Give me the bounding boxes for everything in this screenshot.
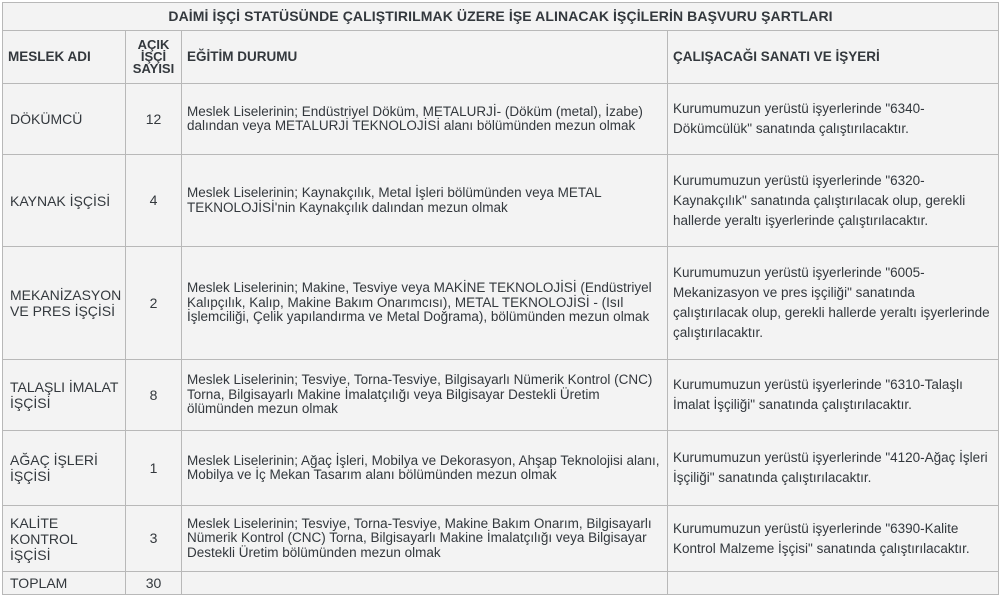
isyeri-cell: Kurumumuzun yerüstü işyerlerinde "6340-Dökümcülük" sanatında çalıştırılacaktır.: [668, 84, 999, 155]
header-row: [3, 31, 999, 84]
count-cell: 8: [126, 360, 182, 431]
meslek-cell: KAYNAK İŞÇİSİ: [3, 155, 126, 247]
egitim-cell: Meslek Liselerinin; Kaynakçılık, Metal İşleri bölümünden veya METAL TEKNOLOJİSİ'nin Kaynakçılık dalından mezun olmak: [182, 155, 668, 247]
header-acik-isci-sayisi: AÇIK İŞÇİ SAYISI: [126, 31, 182, 84]
count-cell: 4: [126, 155, 182, 247]
meslek-cell: AĞAÇ İŞLERİ İŞÇİSİ: [3, 431, 126, 506]
table-row: [3, 360, 999, 431]
total-empty-cell: [668, 572, 999, 595]
header-egitim-durumu: EĞİTİM DURUMU: [182, 31, 668, 84]
isyeri-cell: Kurumumuzun yerüstü işyerlerinde "6320-Kaynakçılık" sanatında çalıştırılacak olup, gerekli hallerde yeraltı işyerlerinde çalıştırılacaktır.: [668, 155, 999, 247]
total-label: TOPLAM: [3, 572, 126, 595]
isyeri-cell: Kurumumuzun yerüstü işyerlerinde "4120-Ağaç İşleri İşçiliği" sanatında çalıştırılacaktır.: [668, 431, 999, 506]
header-calisacagi-sanati: ÇALIŞACAĞI SANATI VE İŞYERİ: [668, 31, 999, 84]
count-cell: 3: [126, 506, 182, 572]
total-value: 30: [126, 572, 182, 595]
meslek-cell: MEKANİZASYON VE PRES İŞÇİSİ: [3, 247, 126, 360]
meslek-cell: KALİTE KONTROL İŞÇİSİ: [3, 506, 126, 572]
header-meslek-adi: MESLEK ADI: [3, 31, 126, 84]
isyeri-cell: Kurumumuzun yerüstü işyerlerinde "6390-Kalite Kontrol Malzeme İşçisi" sanatında çalıştırılacaktır.: [668, 506, 999, 572]
isyeri-cell: Kurumumuzun yerüstü işyerlerinde "6310-Talaşlı İmalat İşçiliği" sanatında çalıştırılacaktır.: [668, 360, 999, 431]
meslek-cell: DÖKÜMCÜ: [3, 84, 126, 155]
egitim-cell: Meslek Liselerinin; Tesviye, Torna-Tesviye, Makine Bakım Onarım, Bilgisayarlı Nümerik Kontrol (CNC) Torna, Bilgisayarlı Makine İmalatçılığı veya Bilgisayar Destekli Üretim bölümünden mezun olmak: [182, 506, 668, 572]
egitim-cell: Meslek Liselerinin; Endüstriyel Döküm, METALURJİ- (Döküm (metal), İzabe) dalından veya METALURJİ TEKNOLOJİSİ alanı bölümünden mezun olmak: [182, 84, 668, 155]
egitim-cell: Meslek Liselerinin; Tesviye, Torna-Tesviye, Bilgisayarlı Nümerik Kontrol (CNC) Torna, Bilgisayarlı Makine İmalatçılığı veya Bilgisayar Destekli Üretim ölümünden mezun olmak: [182, 360, 668, 431]
count-cell: 12: [126, 84, 182, 155]
table-row: [3, 155, 999, 247]
egitim-cell: Meslek Liselerinin; Ağaç İşleri, Mobilya ve Dekorasyon, Ahşap Teknolojisi alanı, Mobilya ve İç Mekan Tasarım alanı bölümünden mezun olmak: [182, 431, 668, 506]
total-empty-cell: [182, 572, 668, 595]
isyeri-cell: Kurumumuzun yerüstü işyerlerinde "6005-Mekanizasyon ve pres işçiliği" sanatında çalıştırılacak olup, gerekli hallerde yeraltı işyerlerinde çalıştırılacaktır.: [668, 247, 999, 360]
table-row: [3, 506, 999, 572]
table-row: [3, 247, 999, 360]
table-title: DAİMİ İŞÇİ STATÜSÜNDE ÇALIŞTIRILMAK ÜZERE İŞE ALINACAK İŞÇİLERİN BAŞVURU ŞARTLARI: [3, 3, 999, 31]
requirements-document: [2, 2, 998, 602]
total-row: [3, 572, 999, 595]
table-row: [3, 431, 999, 506]
title-row: [3, 3, 999, 31]
count-cell: 2: [126, 247, 182, 360]
count-cell: 1: [126, 431, 182, 506]
requirements-table: [2, 2, 999, 595]
meslek-cell: TALAŞLI İMALAT İŞÇİSİ: [3, 360, 126, 431]
egitim-cell: Meslek Liselerinin; Makine, Tesviye veya MAKİNE TEKNOLOJİSİ (Endüstriyel Kalıpçılık, Kalıp, Makine Bakım Onarımcısı), METAL TEKNOLOJİSİ - (Isıl İşlemciliği, Çelik yapılandırma ve Metal Doğrama), bölümünden mezun olmak: [182, 247, 668, 360]
table-row: [3, 84, 999, 155]
